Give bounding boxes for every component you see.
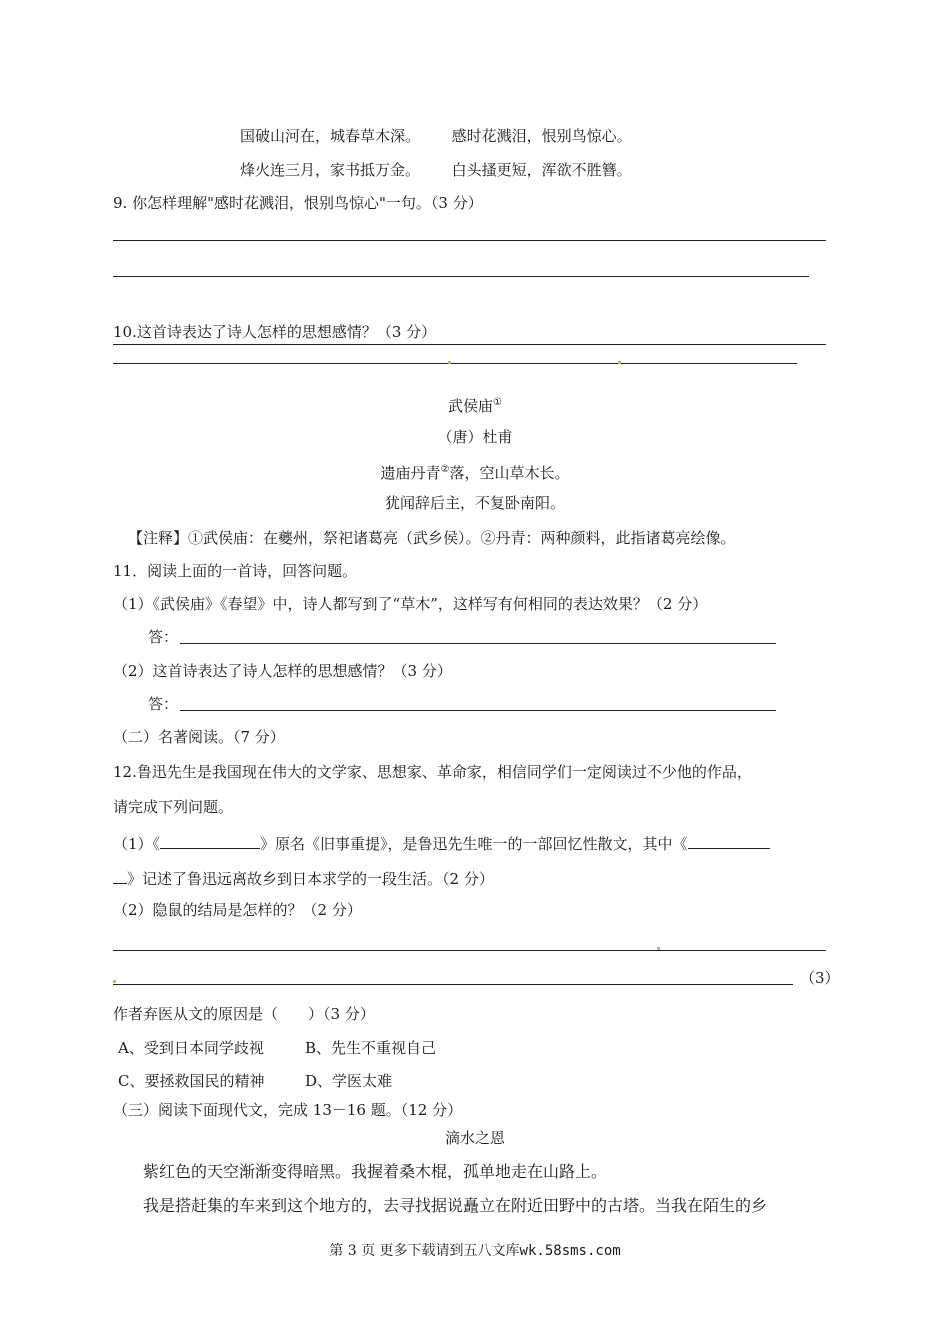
option-d[interactable]: D、学医太难 xyxy=(305,1072,393,1090)
question-11: 11．阅读上面的一首诗，回答问题。 xyxy=(113,562,358,580)
poem-line-2b: 白头搔更短，浑欲不胜簪。 xyxy=(451,161,632,179)
answer-line[interactable] xyxy=(113,240,826,241)
scan-mark xyxy=(657,947,660,950)
footnote-marker: ② xyxy=(440,464,450,475)
option-c[interactable]: C、要拯救国民的精神 xyxy=(118,1072,265,1090)
fill-blank[interactable] xyxy=(160,832,260,849)
page-number: 第 3 页 xyxy=(329,1243,376,1259)
question-12-3-number: （3） xyxy=(800,969,840,987)
annotation-label: 【注释】 xyxy=(128,529,189,547)
poem-line-2a: 烽火连三月，家书抵万金。 xyxy=(240,161,421,179)
footer-promo: 更多下载请到五八文库 xyxy=(379,1243,520,1259)
answer-line[interactable] xyxy=(113,363,797,364)
section-heading: （三）阅读下面现代文，完成 13－16 题。（12 分） xyxy=(113,1101,463,1119)
answer-line[interactable] xyxy=(113,276,809,277)
question-12-cont: 请完成下列问题。 xyxy=(113,798,234,816)
essay-paragraph: 紫红色的天空渐渐变得暗黑。我握着桑木棍，孤单地走在山路上。 xyxy=(143,1162,608,1181)
essay-paragraph: 我是搭赶集的车来到这个地方的，去寻找据说矗立在附近田野中的古塔。当我在陌生的乡 xyxy=(143,1196,768,1215)
page-footer xyxy=(0,1240,950,1260)
footnote-marker: ① xyxy=(493,397,502,408)
section-heading: （二）名著阅读。（7 分） xyxy=(113,728,285,746)
essay-title: 滴水之恩 xyxy=(444,1129,505,1147)
poem-line-2: 犹闻辞后主，不复卧南阳。 xyxy=(384,494,565,512)
scan-mark xyxy=(618,361,621,364)
answer-line[interactable] xyxy=(113,984,793,985)
poem-author: （唐）杜甫 xyxy=(437,428,513,446)
question-12: 12.鲁迅先生是我国现在伟大的文学家、思想家、革命家，相信同学们一定阅读过不少他的作品， xyxy=(113,763,752,781)
annotation xyxy=(113,528,736,548)
question-11-2: （2）这首诗表达了诗人怎样的思想感情？（3 分） xyxy=(113,662,452,680)
question-10: 10.这首诗表达了诗人怎样的思想感情？（3 分） xyxy=(113,323,437,341)
poem-line-1: 遗庙丹青②落，空山草木长。 xyxy=(380,464,570,482)
footer-link[interactable]: wk.58sms.com xyxy=(519,1243,621,1259)
scan-mark xyxy=(448,361,451,364)
question-12-1: （1）《 》原名《旧事重提》，是鲁迅先生唯一的一部回忆性散文，其中《 xyxy=(113,832,770,854)
answer-line[interactable] xyxy=(113,950,826,951)
poem-title: 武侯庙① xyxy=(448,397,502,415)
scan-mark xyxy=(113,980,116,983)
question-11-1: （1）《武侯庙》《春望》中，诗人都写到了“草木”，这样写有何相同的表达效果？（2 分） xyxy=(113,595,708,613)
question-12-3: 作者弃医从文的原因是（ ）（3 分） xyxy=(113,1005,375,1023)
annotation-text: ①武侯庙：在夔州，祭祀诸葛亮（武乡侯）。②丹青：两种颜料，此指诸葛亮绘像。 xyxy=(188,529,736,547)
question-12-1-cont: 》记述了鲁迅远离故乡到日本求学的一段生活。（2 分） xyxy=(113,867,494,889)
poem-line-1b: 感时花溅泪，恨别鸟惊心。 xyxy=(451,127,632,145)
answer-label: 答： xyxy=(148,695,179,713)
answer-line[interactable] xyxy=(180,643,776,644)
question-12-2: （2）隐鼠的结局是怎样的？（2 分） xyxy=(113,901,362,919)
answer-line[interactable] xyxy=(113,344,826,345)
answer-line[interactable] xyxy=(180,710,776,711)
question-9: 9. 你怎样理解"感时花溅泪，恨别鸟惊心"一句。（3 分） xyxy=(113,194,483,212)
fill-blank[interactable] xyxy=(113,867,127,884)
option-a[interactable]: A、受到日本同学歧视 xyxy=(118,1039,264,1057)
poem-line-1 xyxy=(240,126,632,146)
poem-line-1a: 国破山河在，城春草木深。 xyxy=(240,127,421,145)
poem-line-2 xyxy=(240,160,632,180)
option-b[interactable]: B、先生不重视自己 xyxy=(305,1039,437,1057)
answer-label: 答： xyxy=(148,628,179,646)
fill-blank[interactable] xyxy=(688,832,770,849)
